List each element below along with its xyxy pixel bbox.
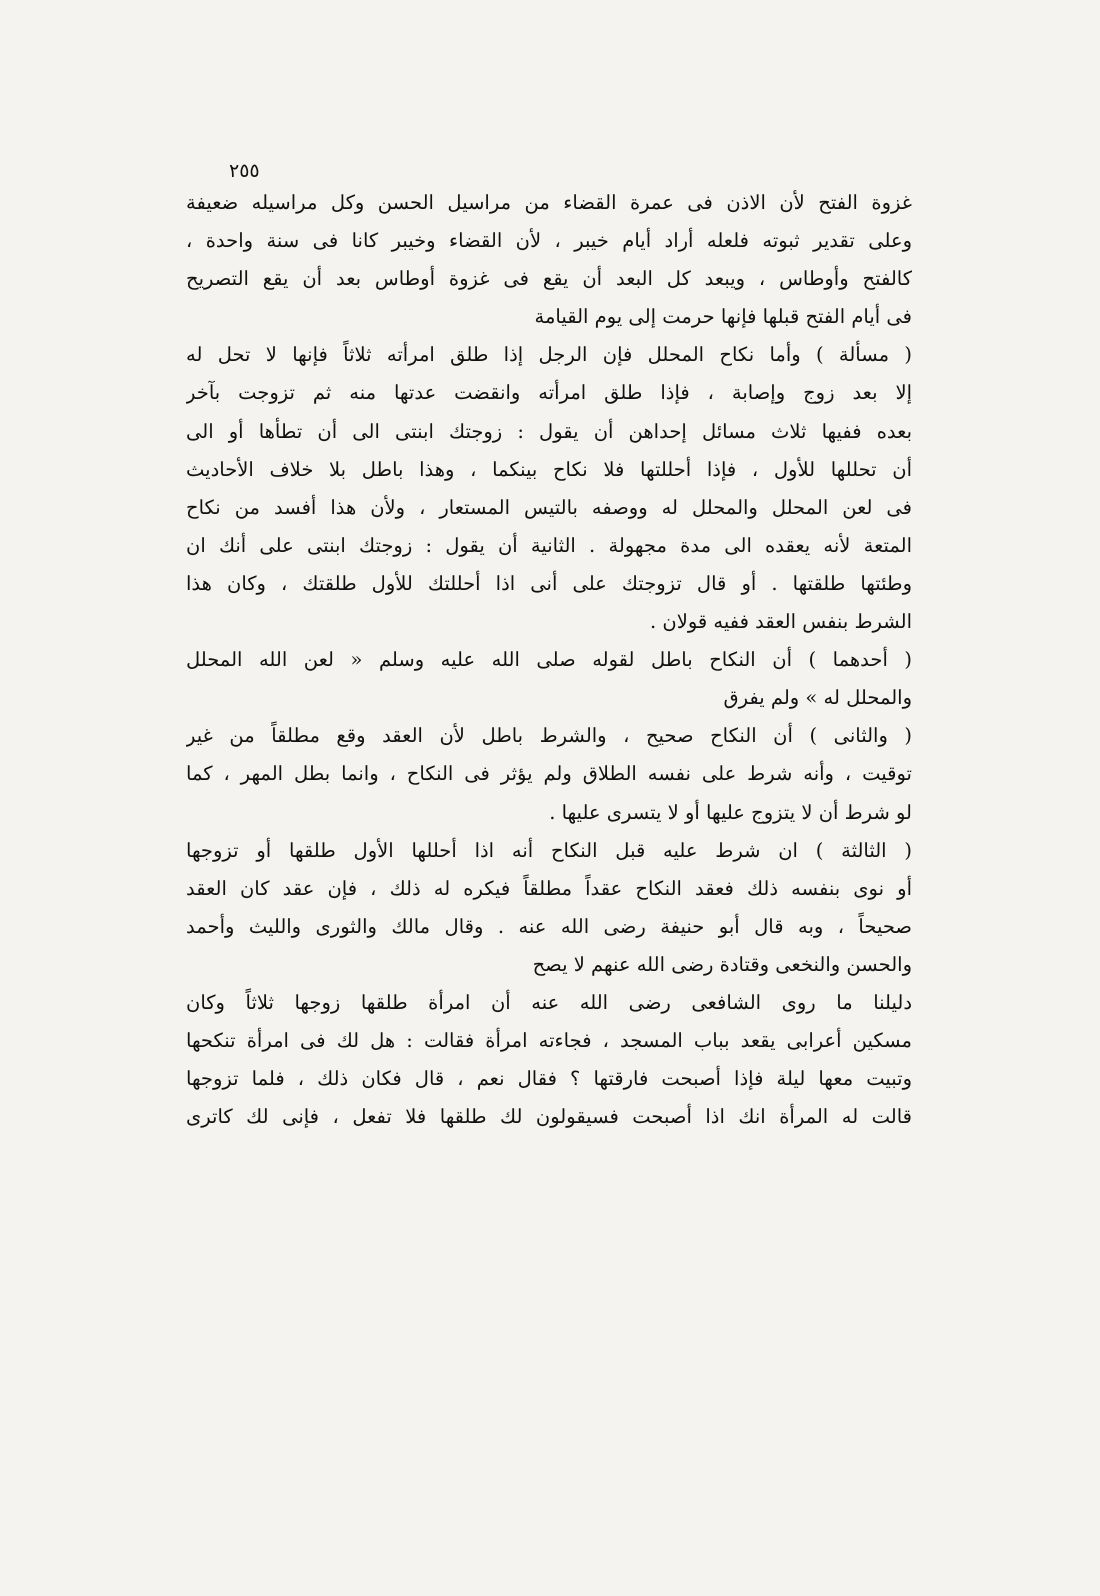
text-line: قالت له المرأة انك اذا أصبحت فسيقولون لك طلقها فلا تفعل ، فإنى لك كاترى bbox=[186, 1105, 912, 1129]
text-line: أو نوى بنفسه ذلك فعقد النكاح عقداً مطلقاً فيكره له ذلك ، فإن عقد كان العقد bbox=[186, 876, 912, 900]
text-line: أن تحللها للأول ، فإذا أحللتها فلا نكاح بينكما ، وهذا باطل بلا خلاف الأحاديث bbox=[186, 457, 912, 481]
body-text bbox=[186, 184, 912, 1136]
text-line: المتعة لأنه يعقده الى مدة مجهولة . الثانية أن يقول : زوجتك ابنتى على أنك ان bbox=[186, 533, 912, 557]
text-line: كالفتح وأوطاس ، ويبعد كل البعد أن يقع فى غزوة أوطاس بعد أن يقع التصريح bbox=[186, 267, 912, 291]
text-line: الشرط بنفس العقد ففيه قولان . bbox=[649, 610, 912, 634]
text-line: وتبيت معها ليلة فإذا أصبحت فارقتها ؟ فقال نعم ، قال فكان ذلك ، فلما تزوجها bbox=[186, 1067, 912, 1091]
text-line: وطئتها طلقتها . أو قال تزوجتك على أنى اذا أحللتك للأول طلقتك ، وكان هذا bbox=[186, 571, 912, 595]
text-line: ( أحدهما ) أن النكاح باطل لقوله صلى الله عليه وسلم « لعن الله المحلل bbox=[186, 648, 912, 672]
text-line: لو شرط أن لا يتزوج عليها أو لا يتسرى عليها . bbox=[549, 800, 912, 824]
text-line: والحسن والنخعى وقتادة رضى الله عنهم لا يصح bbox=[532, 952, 912, 976]
text-line: ( الثالثة ) ان شرط عليه قبل النكاح أنه اذا أحللها الأول طلقها أو تزوجها bbox=[186, 838, 912, 862]
text-line: صحيحاً ، وبه قال أبو حنيفة رضى الله عنه . وقال مالك والثورى والليث وأحمد bbox=[186, 914, 912, 938]
text-line: ( مسألة ) وأما نكاح المحلل فإن الرجل إذا طلق امرأته ثلاثاً فإنها لا تحل له bbox=[186, 343, 912, 367]
text-line: توقيت ، وأنه شرط على نفسه الطلاق ولم يؤثر فى النكاح ، وانما بطل المهر ، كما bbox=[186, 762, 912, 786]
text-line: فى لعن المحلل والمحلل له ووصفه بالتيس المستعار ، ولأن هذا أفسد من نكاح bbox=[186, 495, 912, 519]
text-line: غزوة الفتح لأن الاذن فى عمرة القضاء من مراسيل الحسن وكل مراسيله ضعيفة bbox=[186, 191, 912, 214]
text-line: دليلنا ما روى الشافعى رضى الله عنه أن امرأة طلقها زوجها ثلاثاً وكان bbox=[186, 990, 912, 1014]
text-line: فى أيام الفتح قبلها فإنها حرمت إلى يوم القيامة bbox=[534, 305, 912, 329]
text-line: بعده ففيها ثلاث مسائل إحداهن أن يقول : زوجتك ابنتى الى أن تطأها أو الى bbox=[186, 419, 912, 443]
text-line: ( والثانى ) أن النكاح صحيح ، والشرط باطل لأن العقد وقع مطلقاً من غير bbox=[186, 724, 912, 748]
text-line: وعلى تقدير ثبوته فلعله أراد أيام خيبر ، لأن القضاء وخيبر كانا فى سنة واحدة ، bbox=[186, 229, 912, 253]
text-line: مسكين أعرابى يقعد بباب المسجد ، فجاءته امرأة فقالت : هل لك فى امرأة تنكحها bbox=[186, 1029, 912, 1053]
text-line: والمحلل له » ولم يفرق bbox=[723, 686, 912, 710]
page-number: ٢٥٥ bbox=[229, 160, 260, 182]
text-line: إلا بعد زوج وإصابة ، فإذا طلق امرأته وانقضت عدتها منه ثم تزوجت بآخر bbox=[186, 381, 912, 405]
